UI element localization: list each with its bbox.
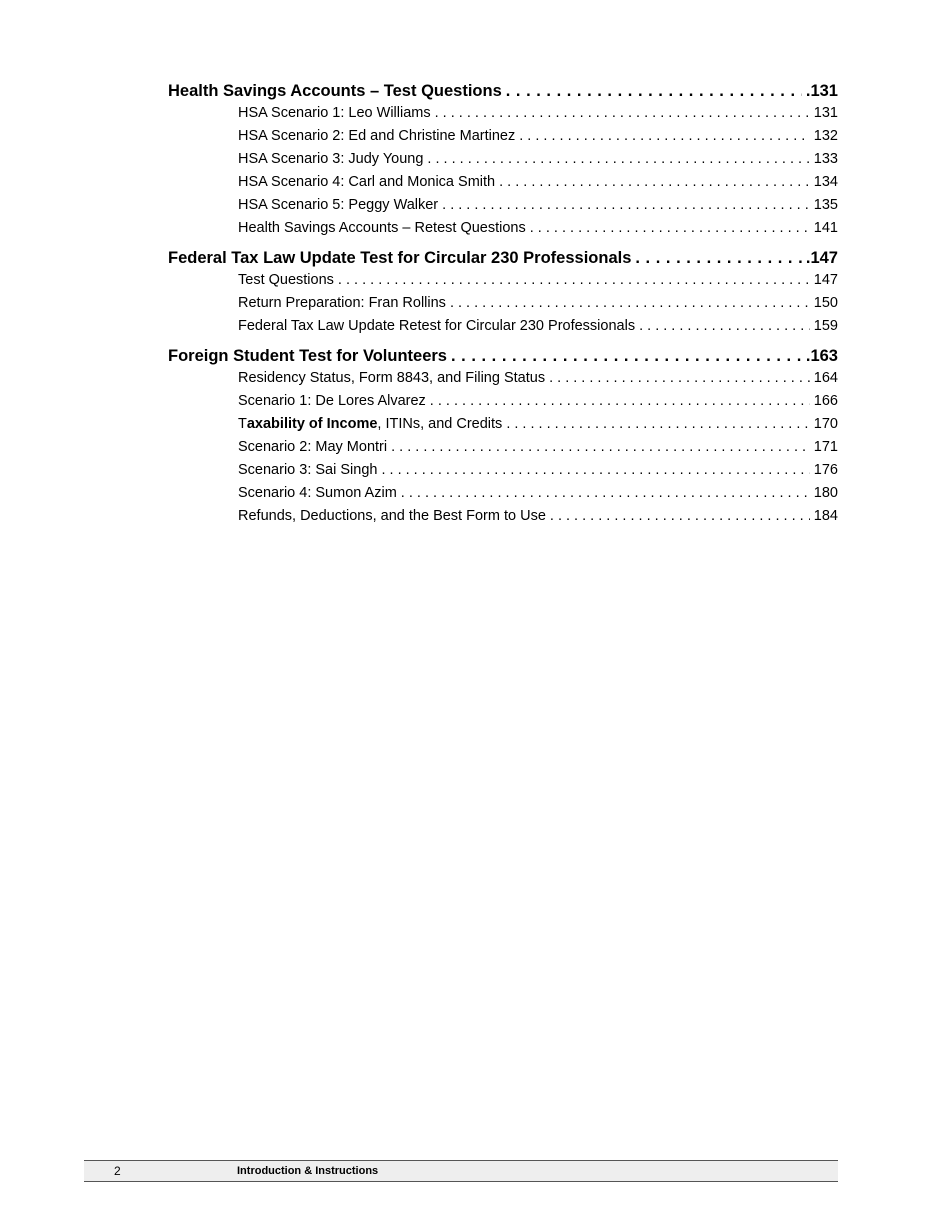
toc-entry-title: Scenario 1: De Lores Alvarez <box>238 393 426 409</box>
dot-leader <box>499 171 810 194</box>
toc-entry-title <box>238 413 506 436</box>
title-bold: axability of Income <box>246 416 378 432</box>
toc-heading-page: .163 <box>805 347 838 365</box>
toc-entry-page: 159 <box>813 318 838 334</box>
toc-entry-title: Return Preparation: Fran Rollins <box>238 295 446 311</box>
dot-leader <box>338 269 810 292</box>
toc-section-hsa <box>168 80 838 240</box>
toc-entry-title: Scenario 2: May Montri <box>238 439 388 455</box>
footer-section-title: Introduction & Instructions <box>237 1165 379 1177</box>
toc-entry[interactable] <box>238 367 838 390</box>
toc-entry[interactable] <box>238 315 838 338</box>
page-footer <box>84 1160 838 1182</box>
toc-entry[interactable] <box>238 102 838 125</box>
toc-entry[interactable] <box>238 194 838 217</box>
toc-entry-page: 170 <box>813 416 838 432</box>
title-rest: , ITINs, and Credits <box>377 416 503 432</box>
toc-entry-page: 150 <box>813 295 838 311</box>
dot-leader <box>391 436 810 459</box>
toc-entry-title: Residency Status, Form 8843, and Filing Status <box>238 370 546 386</box>
toc-entry-title: HSA Scenario 5: Peggy Walker <box>238 197 439 213</box>
toc-entry[interactable] <box>238 148 838 171</box>
toc-entry-page: 133 <box>813 151 838 167</box>
toc-entry-page: 132 <box>813 128 838 144</box>
toc-heading[interactable] <box>168 247 838 269</box>
toc-entry-page: 166 <box>813 393 838 409</box>
dot-leader <box>506 80 802 102</box>
toc-entry[interactable] <box>238 482 838 505</box>
toc-entry[interactable] <box>238 413 838 436</box>
dot-leader <box>401 482 810 505</box>
title-prefix: T <box>238 416 247 432</box>
dot-leader <box>506 413 809 436</box>
toc-section-foreign-student <box>168 345 838 528</box>
dot-leader <box>635 247 801 269</box>
toc-entry[interactable] <box>238 505 838 528</box>
dot-leader <box>639 315 810 338</box>
toc-entry[interactable] <box>238 125 838 148</box>
toc-entry-page: 164 <box>813 370 838 386</box>
toc-entry[interactable] <box>238 436 838 459</box>
toc-heading-title: Foreign Student Test for Volunteers <box>168 347 447 365</box>
table-of-contents <box>168 80 838 535</box>
toc-entry[interactable] <box>238 292 838 315</box>
toc-entry-page: 147 <box>813 272 838 288</box>
dot-leader <box>381 459 809 482</box>
toc-entry-page: 176 <box>813 462 838 478</box>
toc-heading-page: .147 <box>805 249 838 267</box>
dot-leader <box>450 292 810 315</box>
toc-heading[interactable] <box>168 345 838 367</box>
toc-heading-title: Health Savings Accounts – Test Questions <box>168 82 502 100</box>
toc-entry-page: 134 <box>813 174 838 190</box>
toc-entry-title: Federal Tax Law Update Retest for Circular 230 Professionals <box>238 318 636 334</box>
dot-leader <box>530 217 810 240</box>
toc-heading[interactable] <box>168 80 838 102</box>
toc-entry-title: HSA Scenario 4: Carl and Monica Smith <box>238 174 496 190</box>
dot-leader <box>435 102 810 125</box>
toc-entry-page: 131 <box>813 105 838 121</box>
dot-leader <box>451 345 802 367</box>
footer-page-number: 2 <box>114 1164 121 1178</box>
dot-leader <box>442 194 810 217</box>
toc-entry[interactable] <box>238 171 838 194</box>
toc-heading-page: .131 <box>805 82 838 100</box>
toc-section-federal-tax-law <box>168 247 838 338</box>
toc-entry[interactable] <box>238 390 838 413</box>
dot-leader <box>549 367 810 390</box>
toc-entry-title: Test Questions <box>238 272 334 288</box>
dot-leader <box>430 390 810 413</box>
toc-entry-page: 135 <box>813 197 838 213</box>
toc-entry[interactable] <box>238 459 838 482</box>
toc-entry-title: Scenario 4: Sumon Azim <box>238 485 397 501</box>
toc-entry-title: Health Savings Accounts – Retest Questions <box>238 220 526 236</box>
toc-entry-title: Scenario 3: Sai Singh <box>238 462 378 478</box>
toc-entry-page: 180 <box>813 485 838 501</box>
toc-entry-title: HSA Scenario 3: Judy Young <box>238 151 424 167</box>
toc-entry-title: HSA Scenario 1: Leo Williams <box>238 105 431 121</box>
toc-heading-title: Federal Tax Law Update Test for Circular 230 Professionals <box>168 249 632 267</box>
toc-entry-page: 184 <box>813 508 838 524</box>
dot-leader <box>427 148 809 171</box>
toc-entry-title: Refunds, Deductions, and the Best Form to Use <box>238 508 546 524</box>
toc-entry[interactable] <box>238 217 838 240</box>
dot-leader <box>519 125 810 148</box>
toc-entry-page: 171 <box>813 439 838 455</box>
toc-entry[interactable] <box>238 269 838 292</box>
toc-entry-title: HSA Scenario 2: Ed and Christine Martinez <box>238 128 516 144</box>
toc-entry-page: 141 <box>813 220 838 236</box>
dot-leader <box>550 505 810 528</box>
